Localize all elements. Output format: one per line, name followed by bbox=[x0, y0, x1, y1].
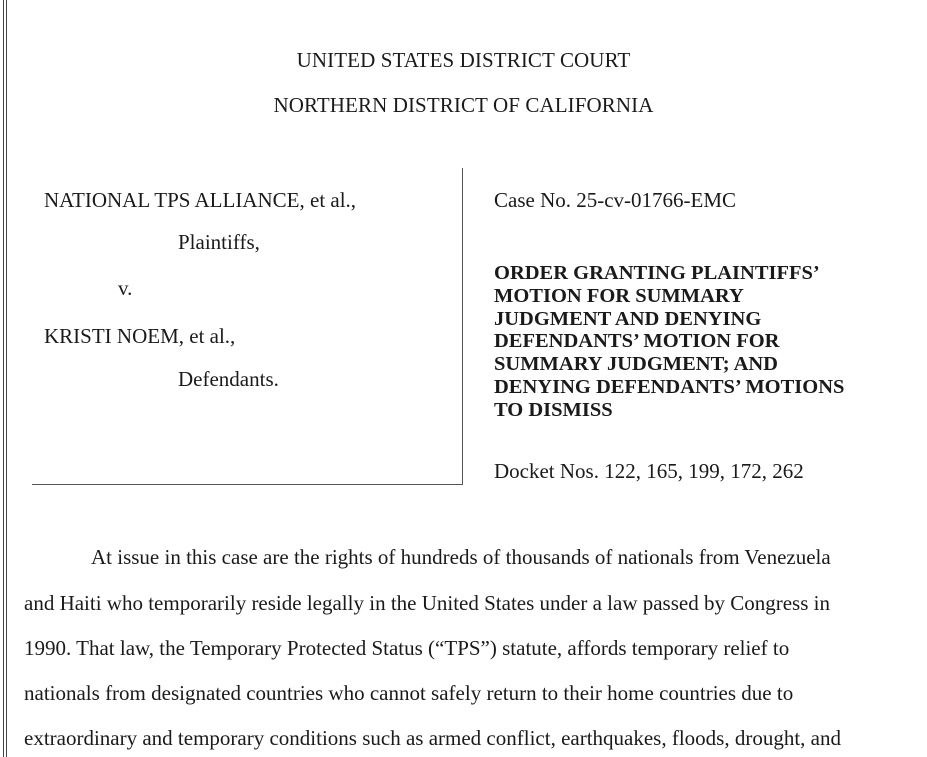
order-title-line: MOTION FOR SUMMARY bbox=[494, 284, 744, 307]
order-title-line: SUMMARY JUDGMENT; AND bbox=[494, 353, 778, 376]
body-line: and Haiti who temporarily reside legally in the United States under a law passed by Congress in bbox=[24, 591, 830, 615]
plaintiff-role: Plaintiffs, bbox=[178, 230, 260, 254]
versus: v. bbox=[118, 276, 133, 300]
order-title-line: TO DISMISS bbox=[494, 398, 613, 421]
court-district: NORTHERN DISTRICT OF CALIFORNIA bbox=[273, 93, 654, 117]
order-title-line: ORDER GRANTING PLAINTIFFS’ bbox=[494, 262, 820, 284]
case-number: Case No. 25-cv-01766-EMC bbox=[494, 188, 737, 212]
court-name: UNITED STATES DISTRICT COURT bbox=[296, 48, 631, 72]
docket-numbers: Docket Nos. 122, 165, 199, 172, 262 bbox=[494, 459, 804, 483]
defendant-role: Defendants. bbox=[178, 367, 279, 391]
order-title-line: JUDGMENT AND DENYING bbox=[494, 307, 762, 330]
order-title bbox=[494, 262, 894, 422]
body-line: At issue in this case are the rights of hundreds of thousands of nationals from Venezuela bbox=[91, 545, 831, 569]
body-line: nationals from designated countries who cannot safely return to their home countries due to bbox=[24, 681, 794, 705]
plaintiff-name: NATIONAL TPS ALLIANCE, et al., bbox=[44, 188, 357, 212]
body-line: extraordinary and temporary conditions such as armed conflict, earthquakes, floods, drought, and bbox=[24, 726, 842, 750]
order-title-line: DENYING DEFENDANTS’ MOTIONS bbox=[494, 375, 845, 398]
defendant-name: KRISTI NOEM, et al., bbox=[44, 324, 236, 348]
order-title-line: DEFENDANTS’ MOTION FOR bbox=[494, 330, 780, 353]
body-line: 1990. That law, the Temporary Protected Status (“TPS”) statute, affords temporary relief to bbox=[24, 636, 790, 660]
